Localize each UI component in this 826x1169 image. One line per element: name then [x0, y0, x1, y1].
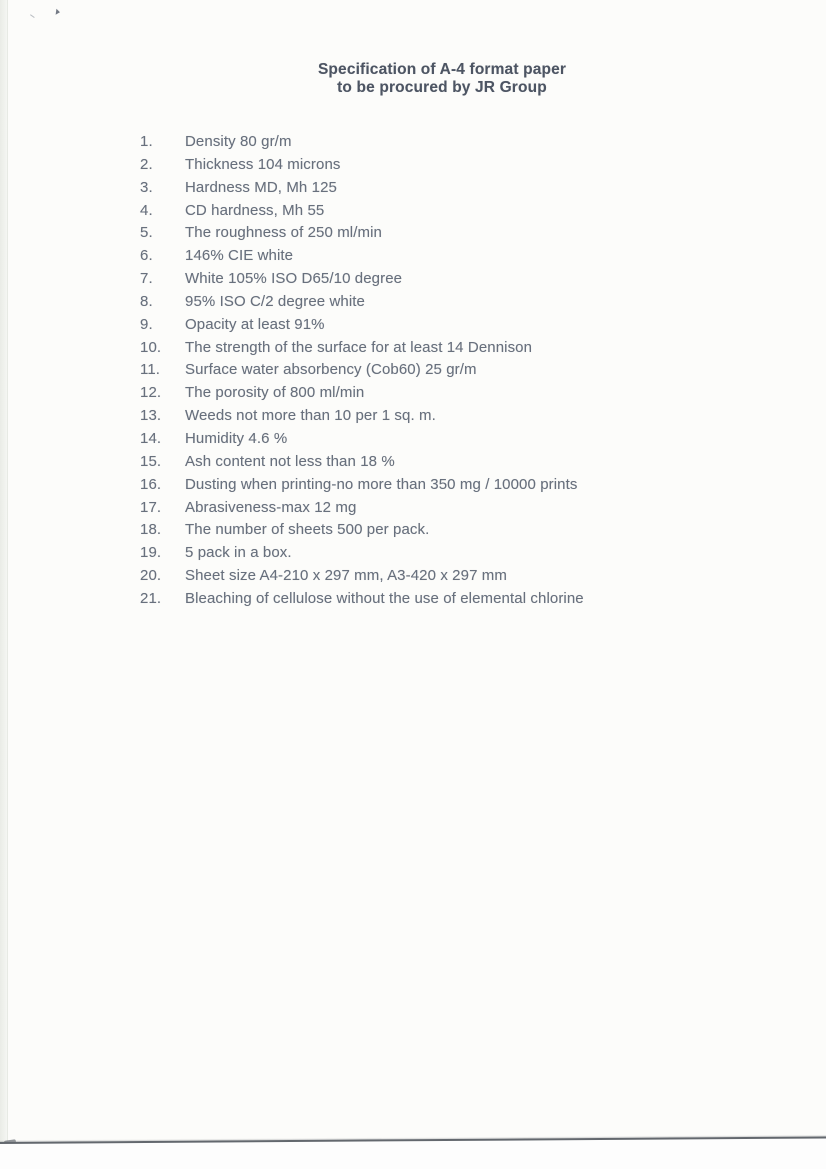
list-item — [140, 222, 700, 245]
list-item — [140, 428, 700, 451]
item-text: Ash content not less than 18 % — [185, 452, 395, 470]
list-item — [140, 542, 700, 565]
item-text: The number of sheets 500 per pack. — [185, 521, 430, 539]
item-text: CD hardness, Mh 55 — [185, 201, 325, 219]
item-text: Surface water absorbency (Cob60) 25 gr/m — [185, 361, 477, 379]
list-item — [140, 200, 700, 223]
item-number: 10. — [140, 338, 162, 356]
item-text: 146% CIE white — [185, 247, 294, 265]
page-bottom-edge — [0, 1136, 826, 1169]
list-item — [140, 291, 700, 314]
title-line-1: Specification of A-4 format paper — [317, 61, 567, 78]
scan-artifact-speck — [30, 11, 37, 18]
list-item — [140, 382, 700, 405]
list-item — [140, 314, 700, 337]
list-item — [140, 337, 700, 360]
scan-artifact-mark — [56, 9, 61, 15]
item-number: 6. — [140, 247, 153, 265]
item-number: 14. — [140, 429, 162, 447]
list-item — [140, 245, 700, 268]
item-number: 12. — [140, 384, 162, 402]
item-number: 9. — [140, 315, 153, 333]
item-number: 3. — [140, 178, 153, 196]
item-number: 8. — [140, 292, 153, 310]
list-item — [140, 405, 700, 428]
item-number: 13. — [140, 407, 162, 425]
item-number: 1. — [140, 133, 153, 150]
item-number: 5. — [140, 224, 153, 242]
item-number: 16. — [140, 475, 162, 493]
list-item — [140, 497, 700, 520]
list-item — [140, 131, 700, 154]
item-text: The porosity of 800 ml/min — [185, 384, 365, 402]
item-text: Hardness MD, Mh 125 — [185, 178, 337, 196]
list-item — [140, 588, 700, 611]
item-number: 4. — [140, 201, 153, 219]
spec-list — [140, 131, 700, 611]
item-text: Density 80 gr/m — [185, 133, 292, 150]
item-text: 95% ISO C/2 degree white — [185, 292, 365, 310]
item-number: 15. — [140, 452, 162, 470]
item-text: Opacity at least 91% — [185, 315, 325, 333]
title-line-2: to be procured by JR Group — [337, 78, 547, 96]
item-number: 2. — [140, 155, 153, 173]
item-text: Sheet size A4-210 x 297 mm, A3-420 x 297 mm — [185, 567, 507, 585]
item-number: 19. — [140, 544, 162, 562]
item-number: 21. — [140, 589, 162, 607]
list-item — [140, 474, 700, 497]
list-item — [140, 177, 700, 200]
list-item — [140, 268, 700, 291]
item-text: 5 pack in a box. — [185, 544, 292, 562]
list-item — [140, 565, 700, 588]
item-text: The roughness of 250 ml/min — [185, 224, 382, 242]
list-item — [140, 519, 700, 542]
list-item — [140, 154, 700, 177]
item-number: 17. — [140, 498, 162, 516]
item-number: 18. — [140, 521, 162, 539]
item-text: Weeds not more than 10 per 1 sq. m. — [185, 407, 436, 425]
document-title — [29, 61, 826, 96]
item-text: Humidity 4.6 % — [185, 429, 288, 447]
item-text: Abrasiveness-max 12 mg — [185, 498, 357, 516]
item-number: 20. — [140, 567, 162, 585]
item-number: 11. — [140, 361, 161, 379]
scan-left-edge-strip — [0, 0, 8, 1147]
item-text: Thickness 104 microns — [185, 155, 341, 173]
item-text: White 105% ISO D65/10 degree — [185, 270, 403, 288]
item-number: 7. — [140, 270, 153, 288]
list-item — [140, 451, 700, 474]
item-text: The strength of the surface for at least 14 Dennison — [185, 338, 533, 356]
item-text: Dusting when printing-no more than 350 mg / 10000 prints — [185, 475, 578, 493]
list-item — [140, 359, 700, 382]
item-text: Bleaching of cellulose without the use of elemental chlorine — [185, 589, 584, 607]
